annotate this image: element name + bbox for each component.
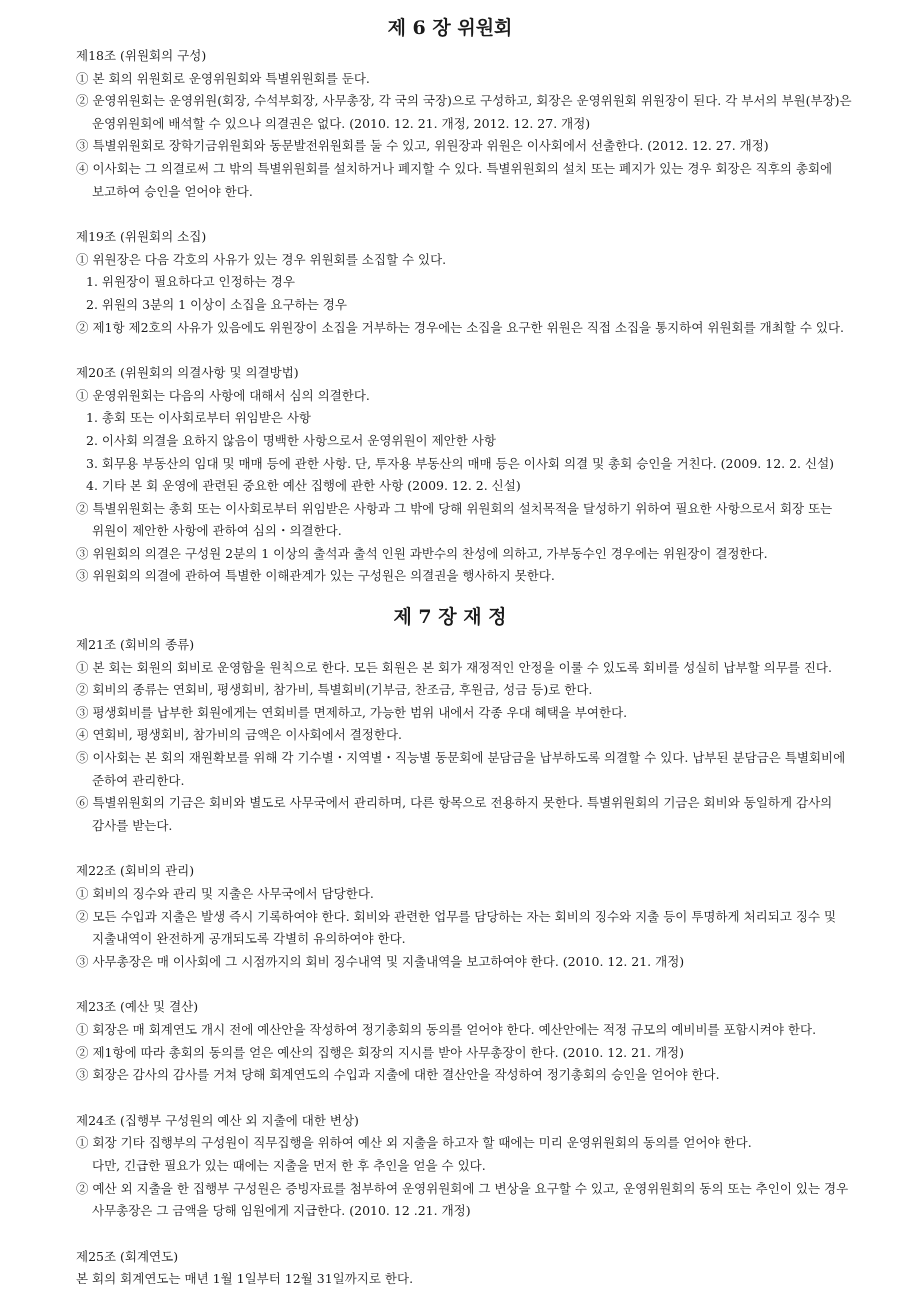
article-paragraph: ② 예산 외 지출을 한 집행부 구성원은 증빙자료를 첨부하여 운영위원회에 그 변상을 요구할 수 있고, 운영위원회의 동의 또는 추인이 있는 경우: [76, 1180, 849, 1196]
article-paragraph: ⑥ 특별위원회의 기금은 회비와 별도로 사무국에서 관리하며, 다른 항목으로 전용하지 못한다. 특별위원회의 기금은 회비와 동일하게 감사의: [76, 795, 833, 811]
article-paragraph: ① 위원장은 다음 각호의 사유가 있는 경우 위원회를 소집할 수 있다.: [76, 251, 447, 267]
article-paragraph: ① 회장 기타 집행부의 구성원이 직무집행을 위하여 예산 외 지출을 하고자 할 때에는 미리 운영위원회의 동의를 얻어야 한다.: [76, 1135, 752, 1151]
article-18: [76, 45, 860, 203]
chapter-7-title: 제 7 장 재 정: [393, 606, 507, 629]
list-item: 1. 총회 또는 이사회로부터 위임받은 사항: [86, 410, 311, 426]
article-paragraph: ④ 이사회는 그 의결로써 그 밖의 특별위원회를 설치하거나 폐지할 수 있다. 특별위원회의 설치 또는 폐지가 있는 경우 회장은 직후의 총회에: [76, 160, 833, 176]
article-paragraph: ③ 회장은 감사의 감사를 거쳐 당해 회계연도의 수입과 지출에 대한 결산안을 작성하여 정기총회의 승인을 얻어야 한다.: [76, 1067, 720, 1083]
article-title: 제20조 (위원회의 의결사항 및 의결방법): [76, 365, 299, 381]
article-title: 제18조 (위원회의 구성): [76, 48, 207, 63]
article-paragraph: ③ 위원회의 의결은 구성원 2분의 1 이상의 출석과 출석 인원 과반수의 찬성에 의하고, 가부동수인 경우에는 위원장이 결정한다.: [76, 545, 768, 561]
article-paragraph: ① 본 회의 위원회로 운영위원회와 특별위원회를 둔다.: [76, 70, 370, 86]
article-paragraph: ① 회비의 징수와 관리 및 지출은 사무국에서 담당한다.: [76, 886, 374, 901]
article-paragraph-continued: 운영위원회에 배석할 수 있으나 의결권은 없다. (2010. 12. 21. 개정, 2012. 12. 27. 개정): [92, 115, 591, 131]
article-paragraph: ② 제1항에 따라 총회의 동의를 얻은 예산의 집행은 회장의 지시를 받아 사무총장이 한다. (2010. 12. 21. 개정): [76, 1044, 684, 1060]
spacer: [76, 837, 860, 860]
chapter-7-body: [0, 634, 900, 1291]
article-title: 제21조 (회비의 종류): [76, 637, 195, 653]
article-paragraph: 본 회의 회계연도는 매년 1월 1일부터 12월 31일까지로 한다.: [76, 1271, 414, 1287]
article-paragraph: ③ 평생회비를 납부한 회원에게는 연회비를 면제하고, 가능한 범위 내에서 각종 우대 혜택을 부여한다.: [76, 704, 628, 720]
article-paragraph-continued: 지출내역이 완전하게 공개되도록 각별히 유의하여야 한다.: [92, 931, 406, 947]
chapter-6-title: 제 6 장 위원회: [387, 17, 513, 39]
list-item: 4. 기타 본 회 운영에 관련된 중요한 예산 집행에 관한 사항 (2009. 12. 2. 신설): [86, 478, 521, 494]
article-paragraph: ① 회장은 매 회계연도 개시 전에 예산안을 작성하여 정기총회의 동의를 얻어야 한다. 예산안에는 적정 규모의 예비비를 포함시켜야 한다.: [76, 1021, 817, 1037]
list-item: 2. 위원의 3분의 1 이상이 소집을 요구하는 경우: [86, 296, 347, 312]
spacer: [76, 339, 860, 362]
article-paragraph-continued: 준하여 관리한다.: [92, 772, 185, 788]
article-paragraph: ① 본 회는 회원의 회비로 운영함을 원칙으로 한다. 모든 회원은 본 회가 재정적인 안정을 이룰 수 있도록 회비를 성실히 납부할 의무를 진다.: [76, 659, 832, 675]
article-paragraph-continued: 위원이 제안한 사항에 관하여 심의・의결한다.: [92, 523, 342, 539]
article-paragraph-continued: 보고하여 승인을 얻어야 한다.: [92, 183, 253, 199]
chapter-6-body: [0, 45, 900, 588]
spacer: [76, 203, 860, 226]
article-22: [76, 860, 860, 973]
article-title: 제22조 (회비의 관리): [76, 863, 195, 879]
article-title: 제25조 (회계연도): [76, 1248, 179, 1264]
article-paragraph-continued: 사무총장은 그 금액을 당해 임원에게 지급한다. (2010. 12 .21. 개정): [92, 1203, 471, 1219]
article-paragraph: ③ 특별위원회로 장학기금위원회와 동문발전위원회를 둘 수 있고, 위원장과 위원은 이사회에서 선출한다. (2012. 12. 27. 개정): [76, 138, 769, 154]
article-paragraph: ② 회비의 종류는 연회비, 평생회비, 참가비, 특별회비(기부금, 찬조금, 후원금, 성금 등)로 한다.: [76, 682, 593, 698]
article-23: [76, 996, 860, 1086]
spacer: [76, 1087, 860, 1110]
article-20: [76, 362, 860, 588]
article-19: [76, 226, 860, 339]
article-paragraph: ④ 연회비, 평생회비, 참가비의 금액은 이사회에서 결정한다.: [76, 727, 402, 743]
article-paragraph: ⑤ 이사회는 본 회의 재원확보를 위해 각 기수별・지역별・직능별 동문회에 분담금을 납부하도록 의결할 수 있다. 납부된 분담금은 특별회비에: [76, 750, 846, 766]
article-paragraph: ② 모든 수입과 지출은 발생 즉시 기록하여야 한다. 회비와 관련한 업무를 담당하는 자는 회비의 징수와 지출 등이 투명하게 처리되고 징수 및: [76, 908, 837, 924]
article-24: [76, 1110, 860, 1223]
article-paragraph: ③ 사무총장은 매 이사회에 그 시점까지의 회비 징수내역 및 지출내역을 보고하여야 한다. (2010. 12. 21. 개정): [76, 953, 685, 969]
article-paragraph-continued: 감사를 받는다.: [92, 817, 173, 833]
list-item: 3. 회무용 부동산의 임대 및 매매 등에 관한 사항. 단, 투자용 부동산의 매매 등은 이사회 의결 및 총회 승인을 거친다. (2009. 12. 2. 신설): [86, 455, 835, 471]
article-paragraph: ② 제1항 제2호의 사유가 있음에도 위원장이 소집을 거부하는 경우에는 소집을 요구한 위원은 직접 소집을 통지하여 위원회를 개최할 수 있다.: [76, 319, 845, 335]
list-item: 2. 이사회 의결을 요하지 않음이 명백한 사항으로서 운영위원이 제안한 사항: [86, 432, 496, 448]
article-paragraph-continued: 다만, 긴급한 필요가 있는 때에는 지출을 먼저 한 후 추인을 얻을 수 있다.: [92, 1157, 486, 1173]
spacer: [76, 973, 860, 996]
article-title: 제23조 (예산 및 결산): [76, 999, 199, 1015]
article-21: [76, 634, 860, 837]
article-paragraph: ③ 위원회의 의결에 관하여 특별한 이해관계가 있는 구성원은 의결권을 행사하지 못한다.: [76, 568, 555, 584]
article-paragraph: ① 운영위원회는 다음의 사항에 대해서 심의 의결한다.: [76, 387, 370, 403]
article-paragraph: ② 운영위원회는 운영위원(회장, 수석부회장, 사무총장, 각 국의 국장)으로 구성하고, 회장은 운영위원회 위원장이 된다. 각 부서의 부원(부장)은: [76, 93, 852, 109]
article-paragraph: ② 특별위원회는 총회 또는 이사회로부터 위임받은 사항과 그 밖에 당해 위원회의 설치목적을 달성하기 위하여 필요한 사항으로서 회장 또는: [76, 500, 833, 516]
article-title: 제19조 (위원회의 소집): [76, 229, 207, 245]
list-item: 1. 위원장이 필요하다고 인정하는 경우: [86, 274, 295, 290]
article-title: 제24조 (집행부 구성원의 예산 외 지출에 대한 변상): [76, 1112, 359, 1128]
article-25: [76, 1246, 860, 1291]
spacer: [76, 1223, 860, 1246]
